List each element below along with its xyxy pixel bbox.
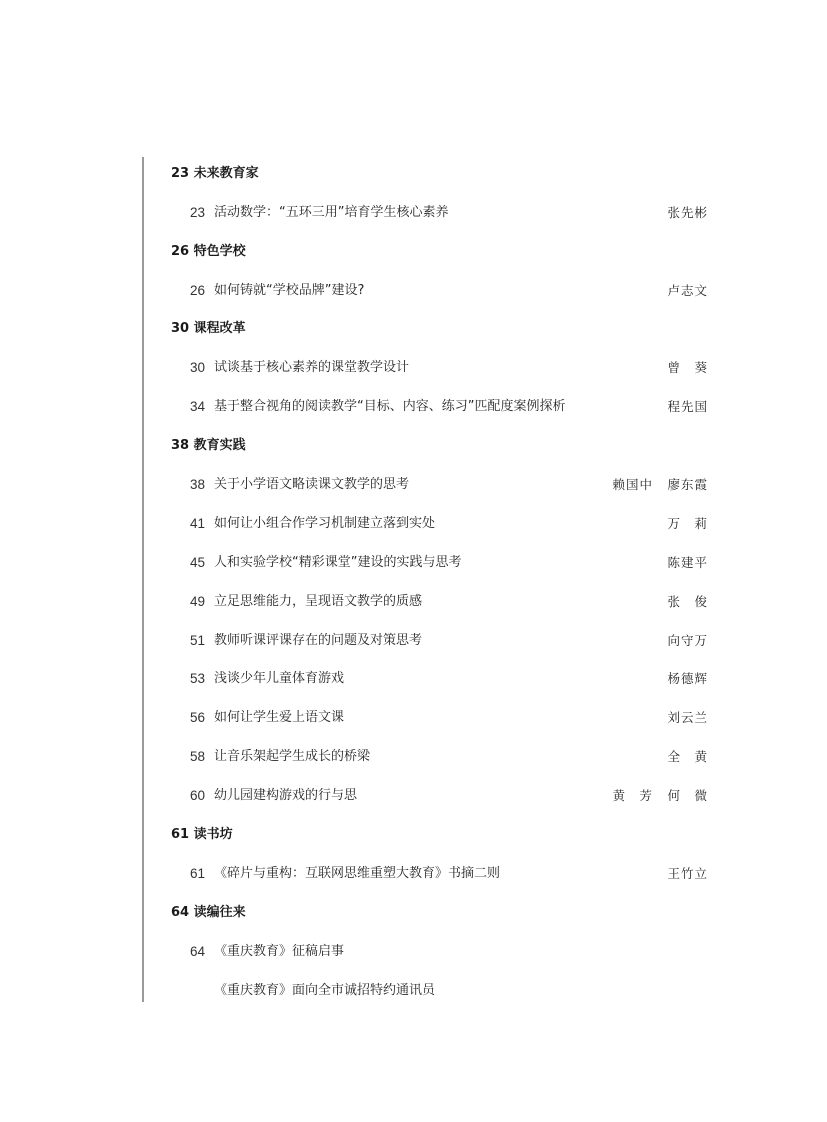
toc-entry[interactable] xyxy=(190,281,708,301)
entry-title: 人和实验学校“精彩课堂”建设的实践与思考 xyxy=(214,555,462,570)
page-number: 61 xyxy=(190,866,206,881)
page-number: 53 xyxy=(190,671,206,686)
entry-title: 教师听课评课存在的问题及对策思考 xyxy=(214,633,423,648)
page-number: 56 xyxy=(190,710,206,725)
entry-author: 刘云兰 xyxy=(667,710,708,725)
section-heading: 61 读书坊 xyxy=(171,827,233,842)
entry-title: 如何让学生爱上语文课 xyxy=(214,710,345,725)
entry-author: 全 黄 xyxy=(667,749,708,764)
toc-entry[interactable] xyxy=(190,203,708,223)
entry-author: 向守万 xyxy=(667,633,708,648)
entry-title: 关于小学语文略读课文教学的思考 xyxy=(214,477,410,492)
toc-entry[interactable] xyxy=(190,708,708,728)
entry-author: 何 微 xyxy=(667,788,708,803)
entry-author: 卢志文 xyxy=(667,283,708,298)
entry-author: 程先国 xyxy=(667,399,708,414)
entry-title: 活动数学：“五环三用”培育学生核心素养 xyxy=(214,205,449,220)
page-number: 64 xyxy=(190,944,206,959)
entry-title: 《重庆教育》征稿启事 xyxy=(214,944,345,959)
entry-author: 王竹立 xyxy=(667,866,708,881)
entry-title: 《碎片与重构：互联网思维重塑大教育》书摘二则 xyxy=(214,866,501,881)
section-heading: 38 教育实践 xyxy=(171,438,246,453)
page-number: 41 xyxy=(190,516,206,531)
entry-title: 如何铸就“学校品牌”建设? xyxy=(214,283,365,298)
toc-entry[interactable] xyxy=(190,475,708,495)
entry-author: 张先彬 xyxy=(667,205,708,220)
toc-entry[interactable] xyxy=(190,553,708,573)
entry-title: 试谈基于核心素养的课堂教学设计 xyxy=(214,360,410,375)
page-number: 26 xyxy=(190,283,206,298)
entry-author: 赖国中 xyxy=(612,477,653,492)
entry-author: 廖东霞 xyxy=(667,477,708,492)
entry-title: 让音乐架起学生成长的桥梁 xyxy=(214,749,371,764)
page-number: 34 xyxy=(190,399,206,414)
entry-title: 《重庆教育》面向全市诚招特约通讯员 xyxy=(214,983,436,998)
toc-entry[interactable] xyxy=(190,981,708,1001)
toc-entry[interactable] xyxy=(190,942,708,962)
entry-author: 张 俊 xyxy=(667,594,708,609)
page-number: 23 xyxy=(190,205,206,220)
section-heading: 26 特色学校 xyxy=(171,244,246,259)
section-heading: 30 课程改革 xyxy=(171,321,246,336)
section-heading: 23 未来教育家 xyxy=(171,166,259,181)
toc-entry[interactable] xyxy=(190,592,708,612)
entry-title: 浅谈少年儿童体育游戏 xyxy=(214,671,345,686)
toc-entry[interactable] xyxy=(190,786,708,806)
toc-entry[interactable] xyxy=(190,864,708,884)
entry-author: 杨德辉 xyxy=(667,671,708,686)
page-number: 38 xyxy=(190,477,206,492)
entry-title: 立足思维能力，呈现语文教学的质感 xyxy=(214,594,423,609)
entry-author: 万 莉 xyxy=(667,516,708,531)
page-number: 51 xyxy=(190,633,206,648)
entry-title: 幼儿园建构游戏的行与思 xyxy=(214,788,358,803)
page-number: 58 xyxy=(190,749,206,764)
toc-entry[interactable] xyxy=(190,631,708,651)
entry-author: 黄 芳 xyxy=(612,788,653,803)
entry-author: 曾 葵 xyxy=(667,360,708,375)
page-number: 49 xyxy=(190,594,206,609)
toc-entry[interactable] xyxy=(190,514,708,534)
entry-title: 基于整合视角的阅读教学“目标、内容、练习”匹配度案例探析 xyxy=(214,399,566,414)
toc-entry[interactable] xyxy=(190,358,708,378)
section-heading: 64 读编往来 xyxy=(171,905,246,920)
entry-author: 陈建平 xyxy=(667,555,708,570)
toc-entry[interactable] xyxy=(190,669,708,689)
toc-entry[interactable] xyxy=(190,397,708,417)
page-number: 30 xyxy=(190,360,206,375)
page-number: 45 xyxy=(190,555,206,570)
toc-entry[interactable] xyxy=(190,747,708,767)
entry-title: 如何让小组合作学习机制建立落到实处 xyxy=(214,516,436,531)
page-number: 60 xyxy=(190,788,206,803)
